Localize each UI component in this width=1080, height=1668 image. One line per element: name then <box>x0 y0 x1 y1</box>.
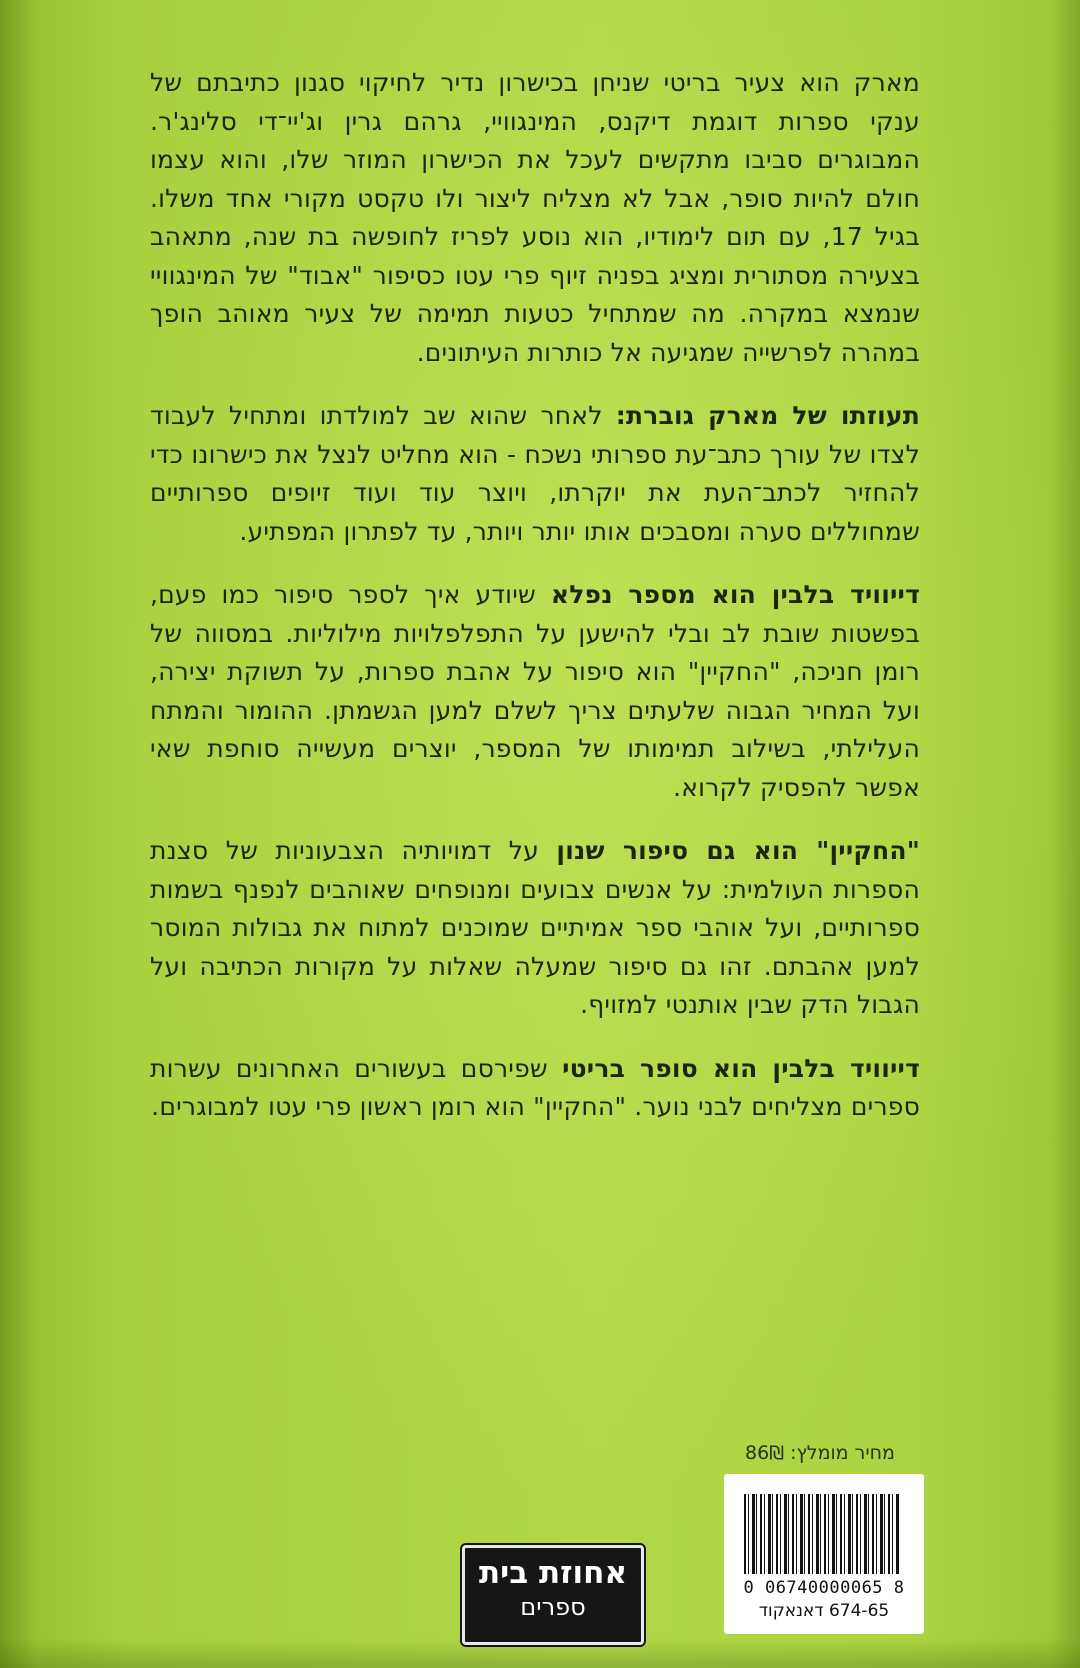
blurb-paragraph-2-body: לאחר שהוא שב למולדתו ומתחיל לעבוד לצדו של עורך כתב־עת ספרותי נשכח - הוא מחליט לנצל את כישרונו כדי להחזיר לכתב־העת את יוקרתו, ויוצר עוד ועוד זיופים ספרותיים שמחוללים סערה ומסבכים אותו יותר ויותר, עד לפתרון המפתיע. <box>150 401 920 546</box>
blurb-paragraph-2-lead: תעוזתו של מארק גוברת: <box>615 401 920 430</box>
blurb-text <box>150 64 920 1152</box>
blurb-paragraph-2 <box>150 397 920 551</box>
publisher-logo <box>462 1545 644 1645</box>
barcode-number: 0 06740000065 8 <box>743 1578 905 1598</box>
barcode-icon <box>744 1494 900 1574</box>
blurb-paragraph-4-body: על דמויותיה הצבעוניות של סצנת הספרות העולמית: על אנשים צבועים ומנופחים שאוהבים לנפנף בשמות ספרותיים, ועל אוהבי ספר אמיתיים שמוכנים למתוח את גבולות המוסר למען אהבתם. זהו גם סיפור שמעלה שאלות על מקורות הכתיבה ועל הגבול הדק שבין אותנטי למזויף. <box>150 836 920 1019</box>
cover-edge-shadow <box>1050 0 1080 1668</box>
blurb-paragraph-1: מארק הוא צעיר בריטי שניחן בכישרון נדיר לחיקוי סגנון כתיבתם של ענקי ספרות דוגמת דיקנס, המינגוויי, גרהם גרין וג'יי־די סלינג'ר. המבוגרים סביבו מתקשים לעכל את הכישרון המוזר שלו, והוא עצמו חולם להיות סופר, אבל לא מצליח ליצור ולו טקסט מקורי אחד משלו. בגיל 17, עם תום לימודיו, הוא נוסע לפריז לחופשה בת שנה, מתאהב בצעירה מסתורית ומציג בפניה זיוף פרי עטו כסיפור "אבוד" של המינגוויי שנמצא במקרה. מה שמתחיל כטעות תמימה של צעיר מאוהב הופך במהרה לפרשייה שמגיעה אל כותרות העיתונים. <box>150 68 920 367</box>
publisher-name: אחוזת בית <box>478 1555 628 1591</box>
blurb-paragraph-4-lead: "החקיין" הוא גם סיפור שנון <box>556 836 920 865</box>
danacode: 674-65 דאנאקוד <box>758 1601 890 1621</box>
publisher-subtitle: ספרים <box>520 1593 586 1621</box>
cover-edge-shadow <box>0 0 36 1668</box>
blurb-paragraph-3-lead: דייוויד בלבין הוא מספר נפלא <box>550 580 920 609</box>
barcode-label <box>724 1474 924 1634</box>
blurb-paragraph-5-body: שפירסם בעשורים האחרונים עשרות ספרים מצליחים לבני נוער. "החקיין" הוא רומן ראשון פרי עטו למבוגרים. <box>150 1053 920 1121</box>
blurb-paragraph-3 <box>150 576 920 807</box>
blurb-paragraph-4 <box>150 832 920 1025</box>
blurb-paragraph-5 <box>150 1050 920 1127</box>
recommended-price: מחיר מומלץ: 86₪ <box>745 1442 895 1464</box>
blurb-paragraph-5-lead: דייוויד בלבין הוא סופר בריטי <box>562 1053 920 1083</box>
blurb-paragraph-3-body: שיודע איך לספר סיפור כמו פעם, בפשטות שובת לב ובלי להישען על התפלפלויות מילוליות. במסווה של רומן חניכה, "החקיין" הוא סיפור על אהבת ספרות, על תשוקת יצירה, ועל המחיר הגבוה שלעתים צריך לשלם למען הגשמתן. ההומור והמתח העלילתי, בשילוב תמימותו של המספר, יוצרים מעשייה סוחפת שאי אפשר להפסיק לקרוא. <box>150 580 920 802</box>
